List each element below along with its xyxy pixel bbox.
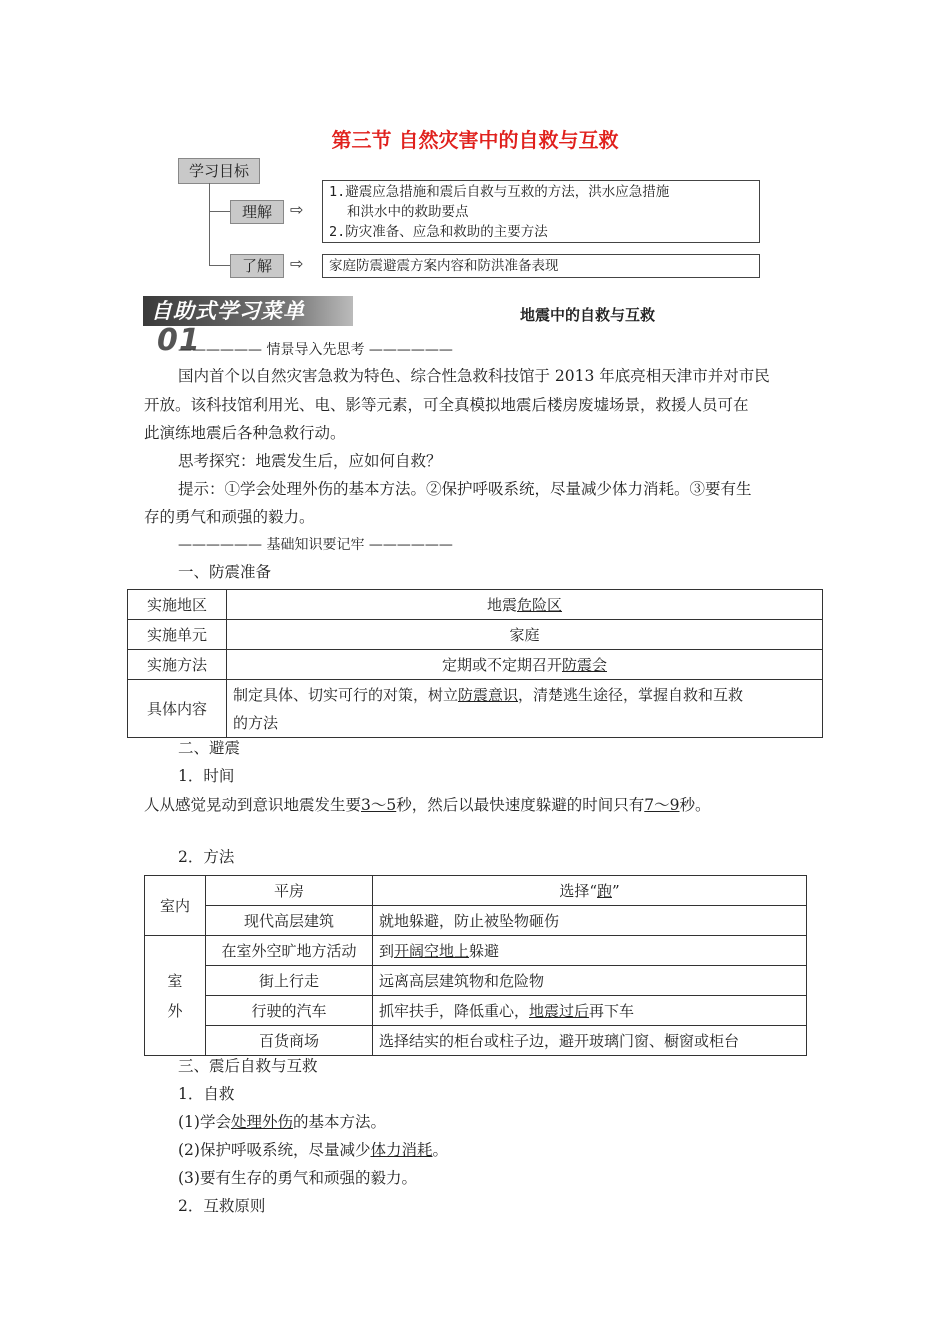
- sec2-sub1: 1．时间: [178, 767, 235, 785]
- divider-basics: —————— 基础知识要记牢 ——————: [178, 537, 453, 553]
- place-cell: 行驶的汽车: [206, 996, 373, 1026]
- prep-label: 实施地区: [128, 590, 227, 620]
- sec1-heading: 一、防震准备: [178, 563, 272, 581]
- banner-text: 自助式学习菜单: [151, 299, 305, 323]
- action-cell: 选择“跑”: [373, 876, 807, 906]
- understand-line-3: 2.防灾准备、应急和救助的主要方法: [329, 224, 548, 240]
- action-cell: 抓牢扶手，降低重心，地震过后再下车: [373, 996, 807, 1026]
- understand-line-2: 和洪水中的救助要点: [347, 204, 469, 220]
- understand-box: [322, 180, 760, 243]
- banner-number: 01: [157, 323, 201, 358]
- place-cell: 平房: [206, 876, 373, 906]
- action-cell: 选择结实的柜台或柱子边，避开玻璃门窗、橱窗或柜台: [373, 1026, 807, 1056]
- prep-label: 具体内容: [128, 680, 227, 738]
- sec3-heading: 三、震后自救与互救: [178, 1057, 318, 1075]
- place-cell: 街上行走: [206, 966, 373, 996]
- sec2-heading: 二、避震: [178, 739, 241, 757]
- self-rescue-1: (1)学会处理外伤的基本方法。: [178, 1113, 386, 1131]
- intro-line-3: 此演练地震后各种急救行动。: [144, 424, 346, 442]
- prep-value: 地震危险区: [227, 590, 823, 620]
- prep-table: [127, 589, 823, 738]
- arrow-right-icon: ⇨: [290, 200, 304, 219]
- prep-value: 定期或不定期召开防震会: [227, 650, 823, 680]
- divider-scenario: —————— 情景导入先思考 ——————: [178, 342, 453, 358]
- place-cell: 百货商场: [206, 1026, 373, 1056]
- self-rescue-3: (3)要有生存的勇气和顽强的毅力。: [178, 1169, 417, 1187]
- action-cell: 远离高层建筑物和危险物: [373, 966, 807, 996]
- section-heading: 地震中的自救与互救: [520, 306, 656, 324]
- sec3-sub2: 2．互救原则: [178, 1197, 266, 1215]
- time-text: 人从感觉晃动到意识地震发生要3～5秒，然后以最快速度躲避的时间只有7～9秒。: [144, 796, 711, 814]
- arrow-right-icon: ⇨: [290, 254, 304, 273]
- question: 思考探究：地震发生后，应如何自救？: [178, 452, 442, 470]
- self-rescue-2: (2)保护呼吸系统，尽量减少体力消耗。: [178, 1141, 448, 1159]
- place-cell: 现代高层建筑: [206, 906, 373, 936]
- goals-tag: 学习目标: [178, 158, 260, 184]
- page-title: 第三节 自然灾害中的自救与互救: [331, 128, 619, 152]
- sec2-sub2: 2．方法: [178, 848, 235, 866]
- hint-line-2: 存的勇气和顽强的毅力。: [144, 508, 315, 526]
- goals-connector-2: [209, 211, 230, 266]
- action-cell: 就地躲避，防止被坠物砸伤: [373, 906, 807, 936]
- outdoor-label: 室 外: [145, 936, 206, 1056]
- prep-content: 制定具体、切实可行的对策，树立防震意识，清楚逃生途径，掌握自救和互救 的方法: [227, 680, 823, 738]
- prep-label: 实施方法: [128, 650, 227, 680]
- indoor-label: 室内: [145, 876, 206, 936]
- intro-line-2: 开放。该科技馆利用光、电、影等元素，可全真模拟地震后楼房废墟场景，救援人员可在: [144, 396, 749, 414]
- sec3-sub1: 1．自救: [178, 1085, 235, 1103]
- place-cell: 在室外空旷地方活动: [206, 936, 373, 966]
- goals-connector-1: [209, 183, 230, 212]
- method-table: [144, 875, 807, 1056]
- understand-tag: 理解: [230, 200, 284, 224]
- know-box: 家庭防震避震方案内容和防洪准备表现: [322, 254, 760, 278]
- understand-line-1: 1.避震应急措施和震后自救与互救的方法，洪水应急措施: [329, 184, 670, 200]
- hint-line-1: 提示：①学会处理外伤的基本方法。②保护呼吸系统，尽量减少体力消耗。③要有生: [178, 480, 752, 498]
- action-cell: 到开阔空地上躲避: [373, 936, 807, 966]
- know-tag: 了解: [230, 254, 284, 278]
- prep-value: 家庭: [227, 620, 823, 650]
- intro-line-1: 国内首个以自然灾害急救为特色、综合性急救科技馆于 2013 年底亮相天津市并对市民: [178, 367, 770, 385]
- prep-label: 实施单元: [128, 620, 227, 650]
